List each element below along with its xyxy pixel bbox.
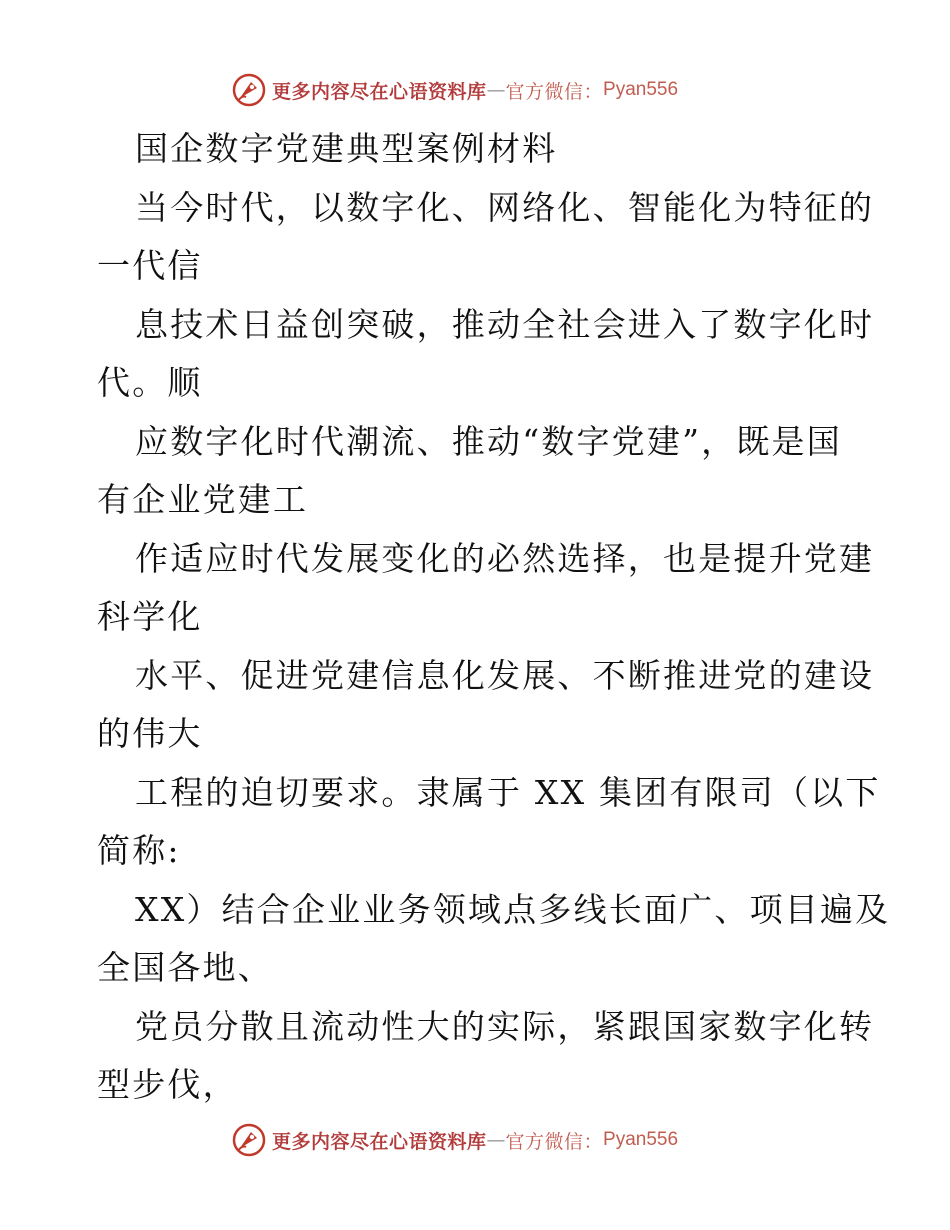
watermark-wechat-id: Pyan556 [603,1129,679,1150]
text-line: 应数字化时代潮流、推动“数字党建”，既是国 [135,421,842,461]
document-title: 国企数字党建典型案例材料 [135,129,558,168]
text-line: 水平、促进党建信息化发展、不断推进党的建设 [135,655,875,695]
watermark-wechat-label: 官方微信： [505,80,604,103]
text-line: 作适应时代发展变化的必然选择，也是提升党建 [135,538,875,578]
watermark-wechat-id: Pyan556 [603,79,679,100]
text-line: 党员分散且流动性大的实际，紧跟国家数字化转 [135,1006,875,1046]
watermark-wechat-label: 官方微信： [505,1130,604,1153]
text-line: 科学化 [97,597,203,636]
text-line: 息技术日益创突破，推动全社会进入了数字化时 [135,304,875,344]
header-watermark [232,70,732,110]
document-body [97,120,891,1115]
text-line: 全国各地、 [97,948,273,987]
text-line: 一代信 [97,246,203,285]
text-line: 型步伐， [97,1065,238,1104]
watermark-site-text: 更多内容尽在心语资料库 [272,80,487,103]
text-line: 代。顺 [97,363,203,402]
text-line: 有企业党建工 [97,480,309,519]
text-line: 当今时代，以数字化、网络化、智能化为特征的 [135,187,875,227]
text-line: 简称: [97,831,181,870]
footer-watermark [232,1120,732,1160]
watermark-dash: — [486,79,506,101]
text-line: 的伟大 [97,714,203,753]
text-line: 工程的迫切要求。隶属于 XX 集团有限司（以下 [135,772,881,812]
watermark-site-text: 更多内容尽在心语资料库 [272,1130,487,1153]
text-line: XX）结合企业业务领域点多线长面广、项目遍及 [135,889,891,929]
pen-nib-logo-icon [232,73,266,107]
pen-nib-logo-icon [232,1123,266,1157]
watermark-dash: — [486,1129,506,1151]
